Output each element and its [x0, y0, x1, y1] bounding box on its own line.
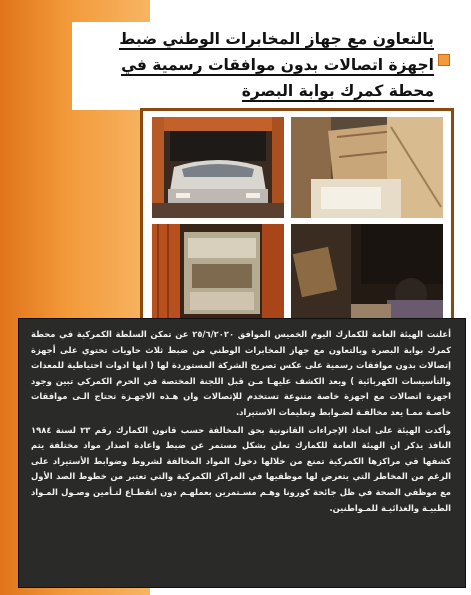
car-in-container-photo	[152, 117, 284, 218]
article-paragraph-2: وأكدت الهيئة على اتخاذ الإجراءات القانونية بحق المخالفة حسب قانون الكمارك رقم ٢٣ لسنة ١٩٨٤ النافذ يذكر ان الهيئة العامة للكمارك تعلن بشكل مستمر عن ضبط واعادة اصدار مواد مختلفة يتم كشفها في مراكزها الكمركية تمنع من خلالها دخول المواد المخالفة لشروط وضوابط الأستيراد على الرغم من المخاطر التي يتعرض لها موظفيها في المراكز الكمركية والتي تعتبر من خطوط الصد الأول مع موظفي الصحة في ظل جائحة كورونا وهـم مسـتمرين بعملهـم دون انقطـاع لتـأمين وصـول المـواد الطبيـة والغذائيـة للمـواطنين.	[31, 424, 451, 513]
inspection-photo	[291, 224, 443, 322]
photo-collage	[140, 108, 454, 328]
article-title-text: بالتعاون مع جهاز المخابرات الوطني ضبط اجهزة اتصالات بدون موافقات رسمية في محطة كمرك بوابة البصرة	[119, 30, 434, 100]
title-box	[72, 22, 452, 110]
article-title	[72, 22, 452, 104]
crates-in-container-photo	[291, 117, 443, 218]
wrapped-cargo-photo	[152, 224, 284, 322]
article-paragraph-1: أعلنت الهيئة العامة للكمارك اليوم الخميس الموافق ٢٥/٦/٢٠٢٠ عن تمكن السلطة الكمركية في محطة كمرك بوابة البصرة وبالتعاون مع جهاز المخابرات الوطني من ضبط ثلاث حاويات تحتوي على أجهزة إتصالات بدون موافقات رسمية على عكس تصريح الشركة المستوردة لها ( انها ادوات احتياطية للمعدات والتأسيسات الكهربائية ) وبعد الكشف عليهـا مـن قبل اللجنة المختصة في الحرم الكمركي تبين وجود اجهزة اتصالات مع اجهزة خاصة متنوعة تستخدم للإتصالات وان هـذه الاجهـزة تحتاج الـى موافقات خاصـة ممـا يعد مخالفـة لضـوابط وتعليمات الاستيراد.	[31, 329, 451, 417]
article-body	[31, 327, 451, 518]
square-bullet-icon	[438, 54, 450, 66]
article-body-panel	[18, 318, 466, 588]
